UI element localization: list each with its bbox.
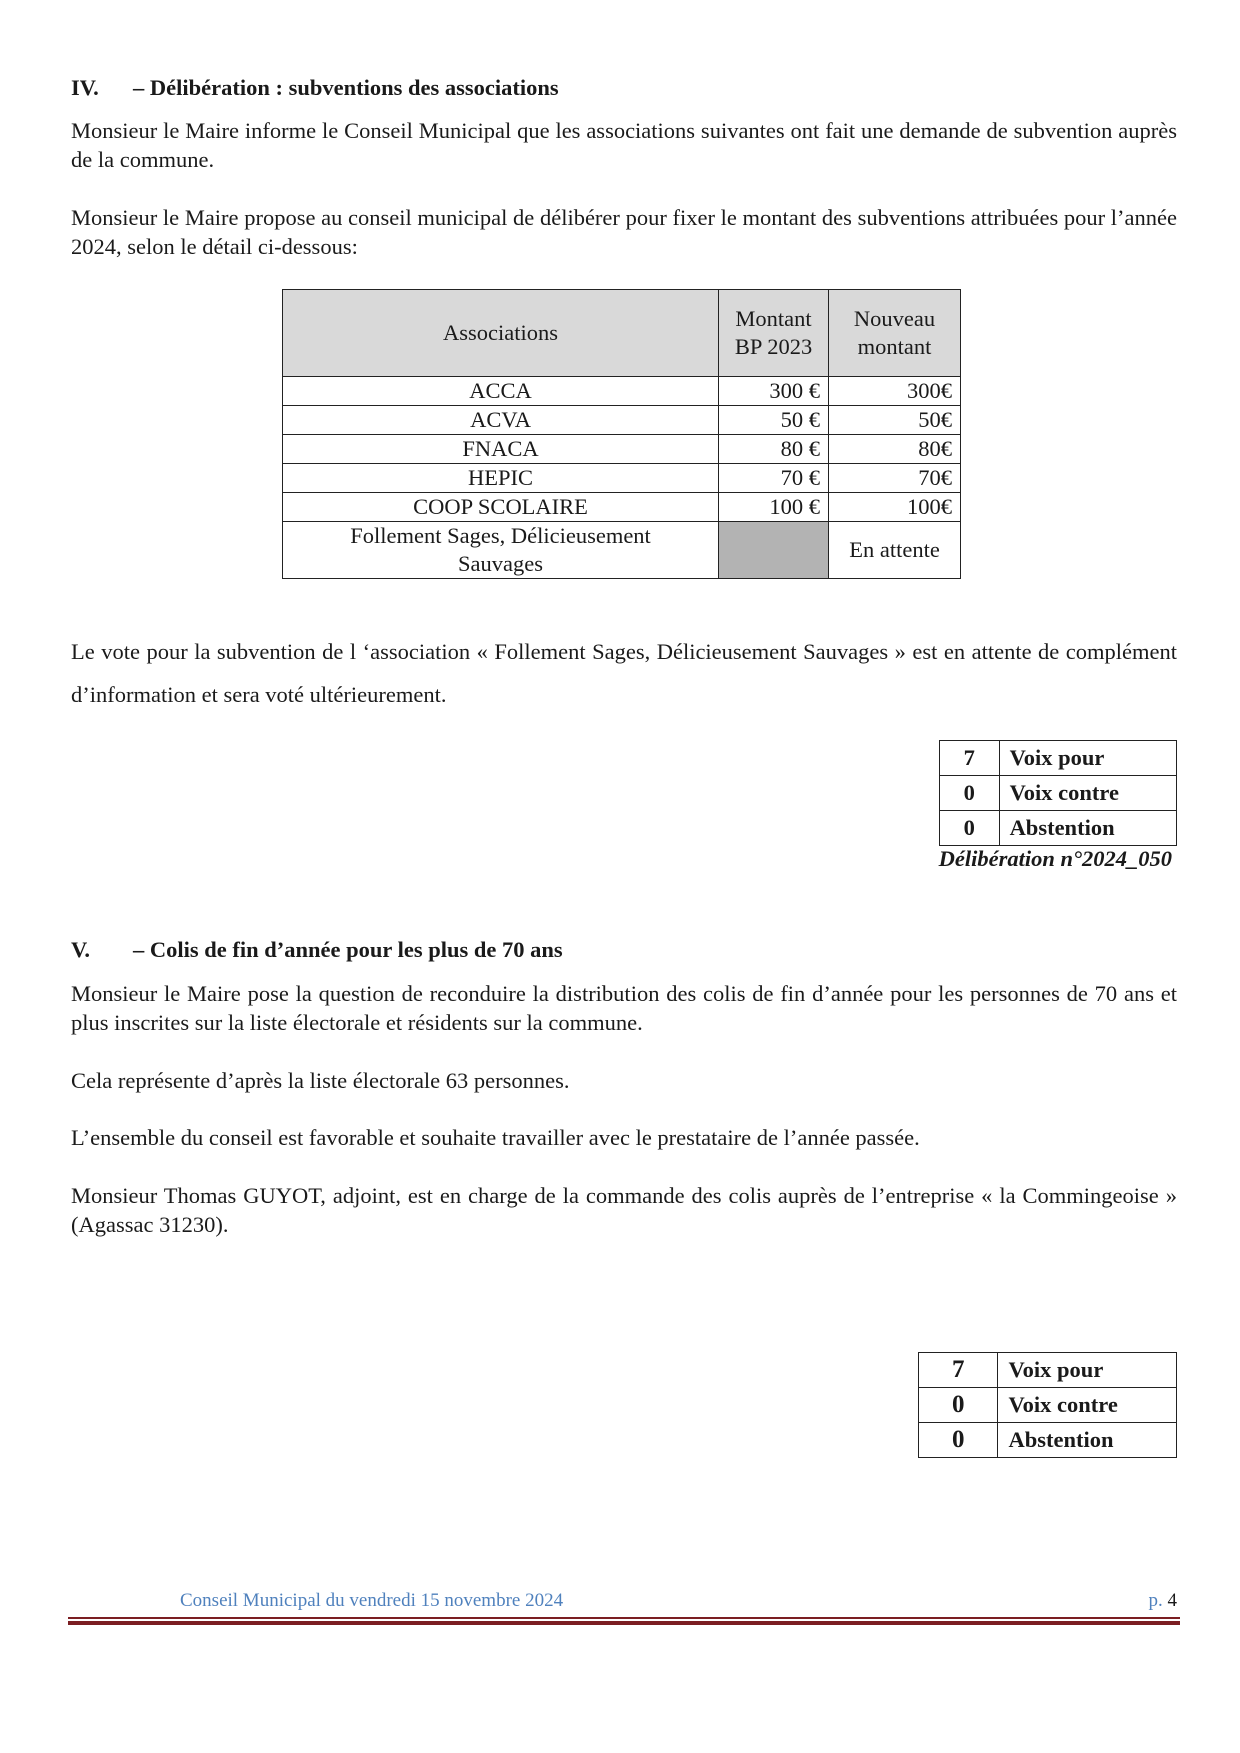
vote-label: Voix contre	[998, 1388, 1177, 1423]
association-name: ACVA	[283, 406, 719, 435]
montant-bp-2023: 100 €	[719, 493, 829, 522]
page-prefix: p.	[1148, 1590, 1163, 1611]
vote-label: Voix contre	[999, 776, 1176, 811]
vote-row	[919, 1423, 1177, 1458]
section-v-heading	[71, 937, 563, 963]
section-v-number: V.	[71, 937, 90, 962]
table-row-pending	[283, 522, 961, 579]
nouveau-montant: 100€	[829, 493, 961, 522]
section-v-count: Cela représente d’après la liste électorale 63 personnes.	[71, 1068, 570, 1093]
section-iv-title: – Délibération : subventions des associations	[133, 75, 559, 100]
deliberation-reference: Délibération n°2024_050	[938, 846, 1172, 871]
header-nouveau-montant: Nouveau montant	[829, 290, 961, 377]
section-iv-proposal: Monsieur le Maire propose au conseil municipal de délibérer pour fixer le montant des subventions attribuées pour l’année 2024, selon le détail ci-dessous:	[71, 205, 1177, 259]
montant-bp-2023: 50 €	[719, 406, 829, 435]
association-name: FNACA	[283, 435, 719, 464]
association-name: ACCA	[283, 377, 719, 406]
footer-rule-thick	[68, 1621, 1180, 1625]
vote-table-iv	[939, 740, 1177, 846]
vote-table-v	[918, 1352, 1177, 1458]
section-v-responsible: Monsieur Thomas GUYOT, adjoint, est en charge de la commande des colis auprès de l’entreprise « la Commingeoise » (Agassac 31230).	[71, 1183, 1177, 1237]
montant-bp-2023: 80 €	[719, 435, 829, 464]
table-row	[283, 406, 961, 435]
nouveau-montant: 50€	[829, 406, 961, 435]
table-row	[283, 377, 961, 406]
section-iv-pending-note: Le vote pour la subvention de l ‘association « Follement Sages, Délicieusement Sauvages » est en attente de complément d’information et sera voté ultérieurement.	[71, 639, 1177, 707]
footer-page-number	[1100, 1590, 1177, 1612]
page-number: 4	[1167, 1590, 1177, 1611]
table-row	[283, 493, 961, 522]
pending-amount-cell	[719, 522, 829, 579]
table-row	[283, 464, 961, 493]
section-v-question: Monsieur le Maire pose la question de reconduire la distribution des colis de fin d’année pour les personnes de 70 ans et plus inscrites sur la liste électorale et résidents sur la commune.	[71, 981, 1177, 1035]
header-montant-bp-2023: Montant BP 2023	[719, 290, 829, 377]
vote-row	[919, 1353, 1177, 1388]
vote-row	[919, 1388, 1177, 1423]
montant-bp-2023: 300 €	[719, 377, 829, 406]
vote-label: Abstention	[998, 1423, 1177, 1458]
montant-bp-2023: 70 €	[719, 464, 829, 493]
footer-rule-thin	[68, 1617, 1180, 1619]
section-v-title: – Colis de fin d’année pour les plus de 70 ans	[133, 937, 563, 962]
section-iv-number: IV.	[71, 75, 99, 100]
vote-row	[940, 811, 1177, 846]
vote-label: Abstention	[999, 811, 1176, 846]
vote-count: 0	[940, 776, 1000, 811]
section-v-approval: L’ensemble du conseil est favorable et souhaite travailler avec le prestataire de l’année passée.	[71, 1125, 920, 1150]
vote-count: 0	[919, 1423, 998, 1458]
vote-count: 0	[919, 1388, 998, 1423]
vote-count: 0	[940, 811, 1000, 846]
section-iv-heading	[71, 75, 559, 101]
section-iv-intro: Monsieur le Maire informe le Conseil Municipal que les associations suivantes ont fait une demande de subvention auprès de la commune.	[71, 118, 1177, 172]
vote-count: 7	[919, 1353, 998, 1388]
association-name: COOP SCOLAIRE	[283, 493, 719, 522]
vote-label: Voix pour	[999, 741, 1176, 776]
pending-status: En attente	[829, 522, 961, 579]
vote-label: Voix pour	[998, 1353, 1177, 1388]
nouveau-montant: 70€	[829, 464, 961, 493]
association-name: HEPIC	[283, 464, 719, 493]
association-name: Follement Sages, Délicieusement Sauvages	[283, 522, 719, 579]
vote-count: 7	[940, 741, 1000, 776]
nouveau-montant: 80€	[829, 435, 961, 464]
footer-meeting-title: Conseil Municipal du vendredi 15 novembre 2024	[180, 1590, 564, 1611]
header-associations: Associations	[283, 290, 719, 377]
table-row	[283, 435, 961, 464]
subventions-table	[282, 289, 961, 579]
vote-row	[940, 776, 1177, 811]
nouveau-montant: 300€	[829, 377, 961, 406]
table-header-row	[283, 290, 961, 377]
vote-row	[940, 741, 1177, 776]
